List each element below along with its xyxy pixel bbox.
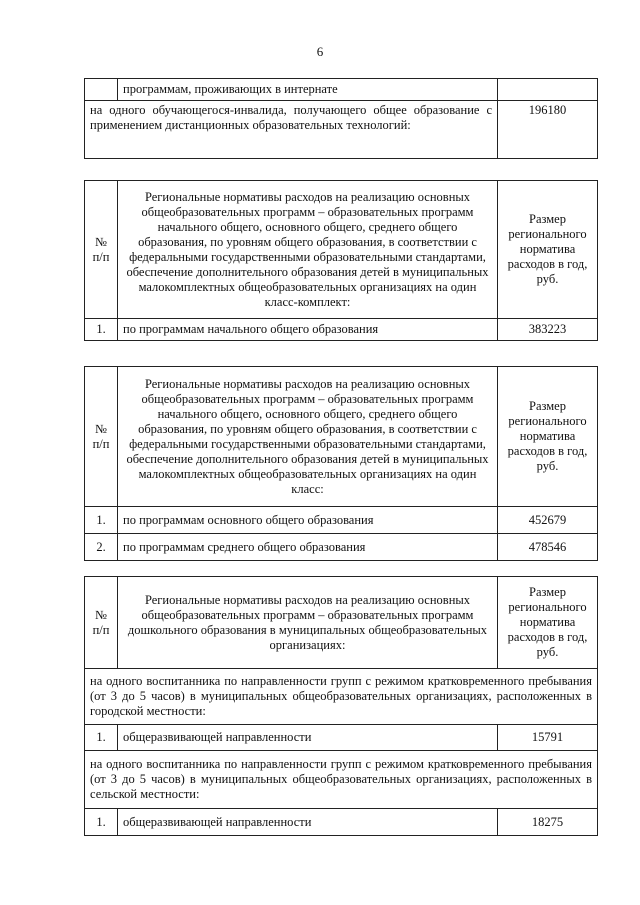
row-number: 1. bbox=[85, 507, 118, 534]
row-number: 1. bbox=[85, 809, 118, 836]
value-cell: 478546 bbox=[498, 534, 598, 561]
table-row bbox=[85, 79, 598, 101]
size-header: Размер регионального норматива расходов в год, руб. bbox=[498, 367, 598, 507]
row-text: по программам начального общего образования bbox=[118, 319, 498, 341]
table-continuation bbox=[84, 78, 598, 159]
row-text: по программам среднего общего образования bbox=[118, 534, 498, 561]
section-text: на одного воспитанника по направленности групп с режимом кратковременного пребывания (от 3 до 5 часов) в муниципальных общеобразовательных организациях, расположенных в сельской местности: bbox=[85, 751, 598, 809]
table-header-row bbox=[85, 367, 598, 507]
norms-header: Региональные нормативы расходов на реализацию основных общеобразовательных программ – образовательных программ начального общего, основного общего, среднего общего образования, по уровням общего образования, в соответствии с федеральными государственными образовательными стандартами, обеспечение дополнительного образования детей в муниципальных малокомплектных общеобразовательных организациях на один класс: bbox=[118, 367, 498, 507]
section-row bbox=[85, 751, 598, 809]
norms-header: Региональные нормативы расходов на реализацию основных общеобразовательных программ – образовательных программ дошкольного образования в муниципальных общеобразовательных организациях: bbox=[118, 577, 498, 669]
row-text: по программам основного общего образования bbox=[118, 507, 498, 534]
section-row bbox=[85, 669, 598, 725]
row-text: программам, проживающих в интернате bbox=[118, 79, 498, 101]
row-text: общеразвивающей направленности bbox=[118, 809, 498, 836]
col-num-header: № п/п bbox=[85, 577, 118, 669]
value-cell: 15791 bbox=[498, 725, 598, 751]
table-preschool bbox=[84, 576, 598, 836]
size-header: Размер регионального норматива расходов в год, руб. bbox=[498, 577, 598, 669]
table-row bbox=[85, 809, 598, 836]
row-number: 2. bbox=[85, 534, 118, 561]
col-num-header: № п/п bbox=[85, 181, 118, 319]
value-cell: 18275 bbox=[498, 809, 598, 836]
table-row bbox=[85, 534, 598, 561]
row-number: 1. bbox=[85, 725, 118, 751]
row-text: на одного обучающегося-инвалида, получающего общее образование с применением дистанционных образовательных технологий: bbox=[85, 101, 498, 159]
value-cell: 196180 bbox=[498, 101, 598, 159]
table-header-row bbox=[85, 577, 598, 669]
norms-header: Региональные нормативы расходов на реализацию основных общеобразовательных программ – образовательных программ начального общего, основного общего, среднего общего образования, по уровням общего образования, в соответствии с федеральными государственными образовательными стандартами, обеспечение дополнительного образования детей в муниципальных малокомплектных общеобразовательных организациях на один класс-комплект: bbox=[118, 181, 498, 319]
value-cell bbox=[498, 79, 598, 101]
value-cell: 452679 bbox=[498, 507, 598, 534]
table-class-complect bbox=[84, 180, 598, 341]
table-one-class bbox=[84, 366, 598, 561]
page-number: 6 bbox=[316, 44, 324, 59]
section-text: на одного воспитанника по направленности групп с режимом кратковременного пребывания (от 3 до 5 часов) в муниципальных общеобразовательных организациях, расположенных в городской местности: bbox=[85, 669, 598, 725]
table-row bbox=[85, 319, 598, 341]
col-num-header: № п/п bbox=[85, 367, 118, 507]
table-row bbox=[85, 507, 598, 534]
value-cell: 383223 bbox=[498, 319, 598, 341]
table-row bbox=[85, 101, 598, 159]
size-header: Размер регионального норматива расходов в год, руб. bbox=[498, 181, 598, 319]
table-header-row bbox=[85, 181, 598, 319]
row-text: общеразвивающей направленности bbox=[118, 725, 498, 751]
row-number: 1. bbox=[85, 319, 118, 341]
table-row bbox=[85, 725, 598, 751]
num-cell bbox=[85, 79, 118, 101]
